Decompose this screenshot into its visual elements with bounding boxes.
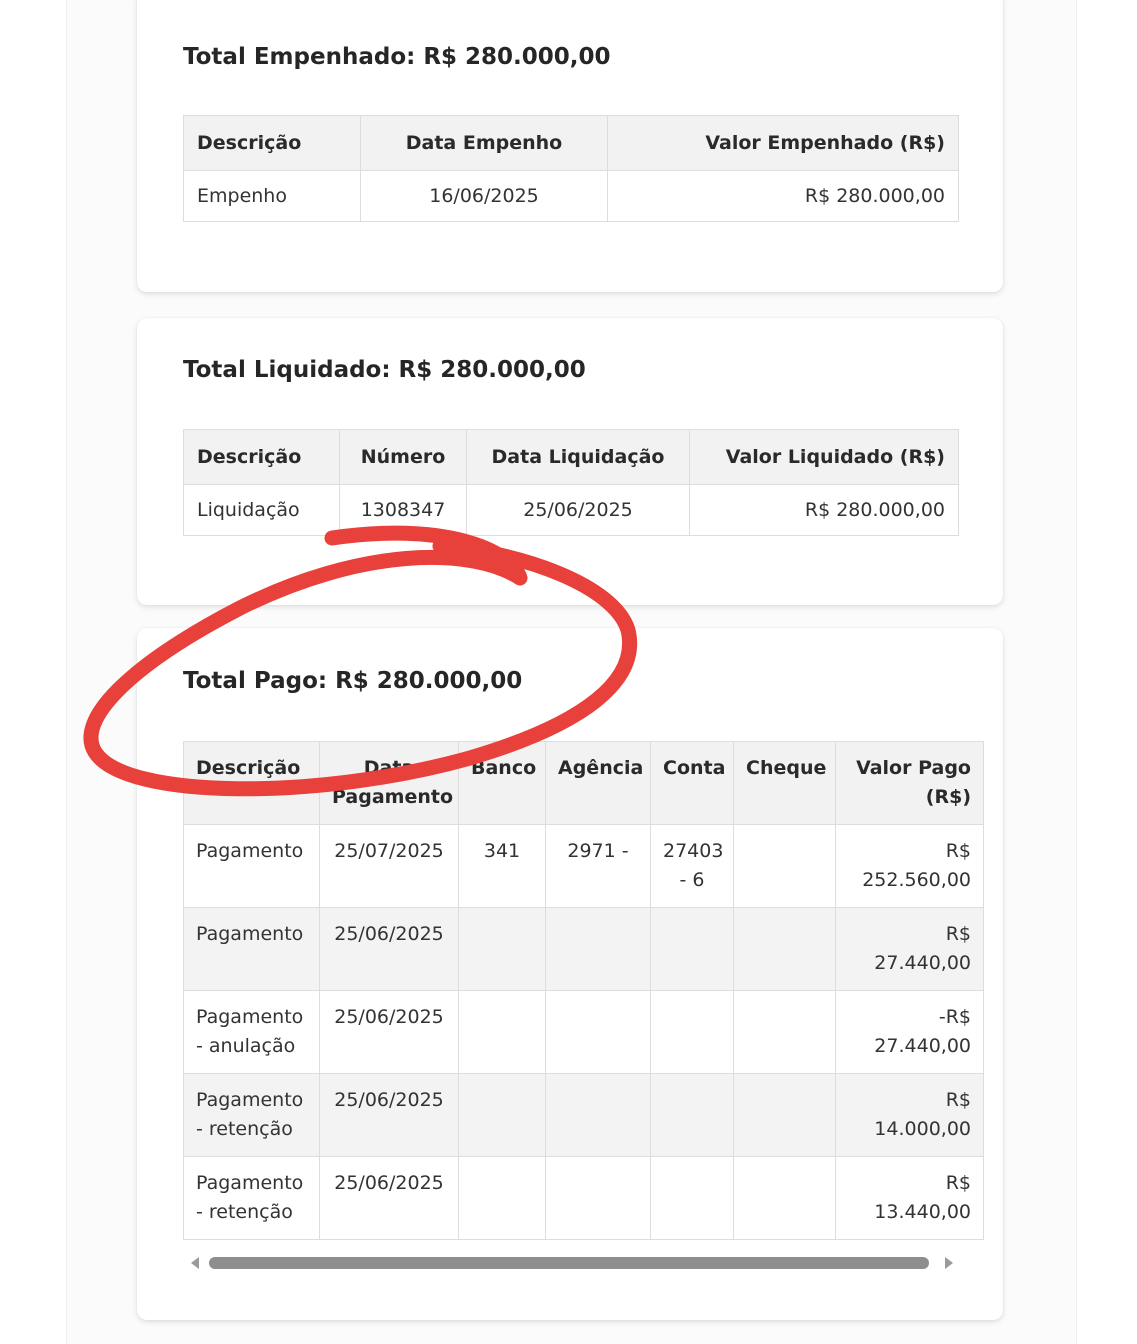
column-header-cheque: Cheque (734, 742, 836, 825)
pagamento-table-scroll-area[interactable] (183, 741, 971, 1231)
cell-banco (459, 991, 546, 1074)
cell-numero: 1308347 (340, 485, 467, 536)
table-row (184, 1157, 984, 1240)
liquidacao-card (137, 318, 1003, 605)
cell-valor: R$ 27.440,00 (836, 908, 984, 991)
cell-data: 25/06/2025 (320, 1157, 459, 1240)
cell-descricao: Pagamento - retenção (184, 1074, 320, 1157)
cell-valor: R$ 252.560,00 (836, 825, 984, 908)
column-header-agencia: Agência (546, 742, 651, 825)
table-row (184, 991, 984, 1074)
cell-banco (459, 908, 546, 991)
cell-agencia (546, 1157, 651, 1240)
empenho-table (183, 115, 959, 222)
cell-data: 25/06/2025 (467, 485, 690, 536)
column-header-data-empenho: Data Empenho (361, 116, 608, 171)
empenho-card (137, 0, 1003, 292)
pagamento-total-title: Total Pago: R$ 280.000,00 (183, 668, 523, 694)
column-header-descricao: Descrição (184, 742, 320, 825)
cell-agencia (546, 1074, 651, 1157)
cell-valor: R$ 280.000,00 (690, 485, 959, 536)
table-header-row (184, 116, 959, 171)
cell-valor: -R$ 27.440,00 (836, 991, 984, 1074)
triangle-left-icon[interactable] (191, 1257, 199, 1269)
cell-valor: R$ 13.440,00 (836, 1157, 984, 1240)
triangle-right-icon[interactable] (945, 1257, 953, 1269)
cell-descricao: Liquidação (184, 485, 340, 536)
cell-data: 25/07/2025 (320, 825, 459, 908)
column-header-banco: Banco (459, 742, 546, 825)
column-header-valor-pago: Valor Pago (R$) (836, 742, 984, 825)
cell-cheque (734, 825, 836, 908)
liquidacao-total-title: Total Liquidado: R$ 280.000,00 (183, 357, 586, 383)
column-header-data-pagamento: Data Pagamento (320, 742, 459, 825)
cell-conta (651, 908, 734, 991)
table-row (184, 171, 959, 222)
cell-agencia: 2971 - (546, 825, 651, 908)
table-header-row (184, 430, 959, 485)
cell-conta (651, 1074, 734, 1157)
empenho-total-title: Total Empenhado: R$ 280.000,00 (183, 44, 611, 70)
cell-cheque (734, 1157, 836, 1240)
cell-cheque (734, 908, 836, 991)
pagamento-table (183, 741, 984, 1240)
cell-data: 25/06/2025 (320, 1074, 459, 1157)
cell-banco (459, 1157, 546, 1240)
horizontal-scrollbar[interactable] (183, 1252, 959, 1274)
table-row (184, 1074, 984, 1157)
column-header-numero: Número (340, 430, 467, 485)
cell-cheque (734, 991, 836, 1074)
cell-data: 25/06/2025 (320, 908, 459, 991)
table-row (184, 908, 984, 991)
pagamento-card (137, 628, 1003, 1320)
cell-conta: 27403 - 6 (651, 825, 734, 908)
column-header-descricao: Descrição (184, 116, 361, 171)
table-row (184, 825, 984, 908)
cell-data: 16/06/2025 (361, 171, 608, 222)
cell-descricao: Pagamento (184, 825, 320, 908)
cell-descricao: Empenho (184, 171, 361, 222)
cell-descricao: Pagamento (184, 908, 320, 991)
scrollbar-thumb[interactable] (209, 1257, 929, 1269)
cell-banco (459, 1074, 546, 1157)
column-header-valor-liquidado: Valor Liquidado (R$) (690, 430, 959, 485)
table-row (184, 485, 959, 536)
cell-descricao: Pagamento - retenção (184, 1157, 320, 1240)
column-header-valor-empenhado: Valor Empenhado (R$) (608, 116, 959, 171)
table-header-row (184, 742, 984, 825)
cell-descricao: Pagamento - anulação (184, 991, 320, 1074)
cell-cheque (734, 1074, 836, 1157)
column-header-data-liquidacao: Data Liquidação (467, 430, 690, 485)
cell-agencia (546, 991, 651, 1074)
cell-data: 25/06/2025 (320, 991, 459, 1074)
liquidacao-table (183, 429, 959, 536)
cell-conta (651, 1157, 734, 1240)
cell-banco: 341 (459, 825, 546, 908)
column-header-descricao: Descrição (184, 430, 340, 485)
column-header-conta: Conta (651, 742, 734, 825)
cell-agencia (546, 908, 651, 991)
cell-valor: R$ 14.000,00 (836, 1074, 984, 1157)
cell-valor: R$ 280.000,00 (608, 171, 959, 222)
cell-conta (651, 991, 734, 1074)
